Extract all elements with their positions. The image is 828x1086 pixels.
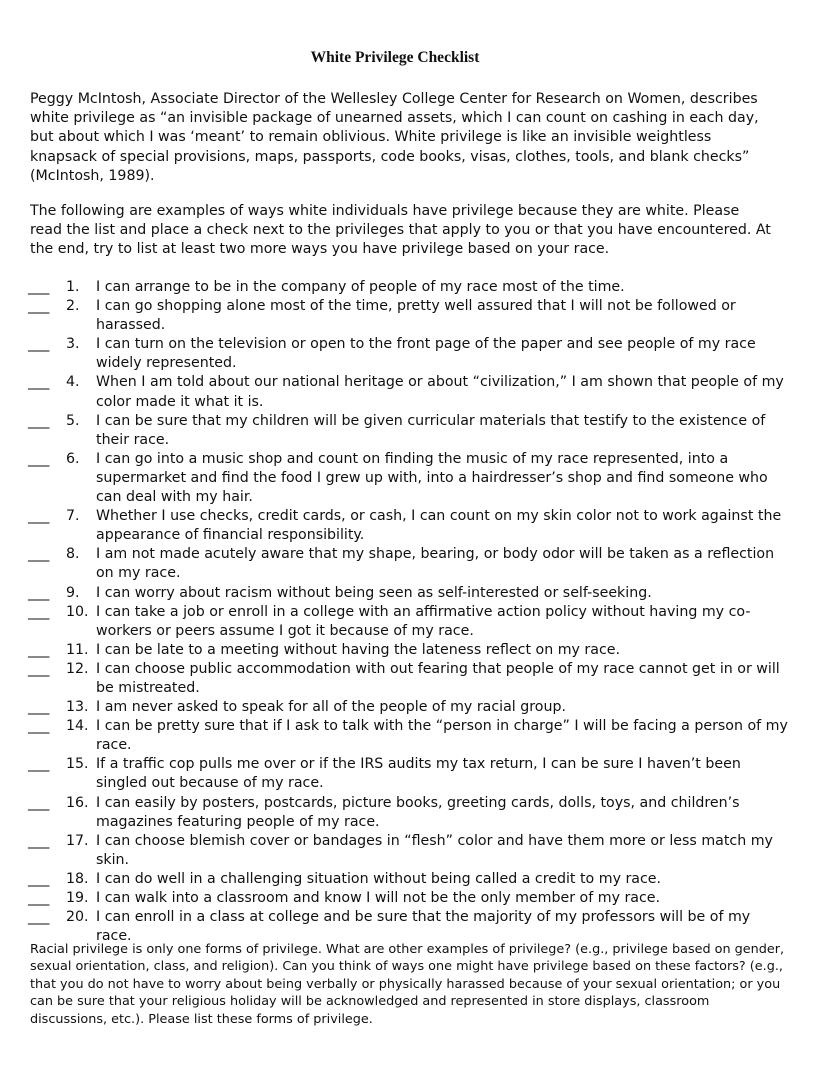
item-number: 3.	[66, 336, 80, 353]
item-number: 19.	[66, 890, 89, 906]
check-blank[interactable]: ___	[28, 870, 50, 887]
check-blank[interactable]: ___	[28, 794, 50, 811]
item-text: I can worry about racism without being seen as self-interested or self-seeking.	[96, 584, 652, 601]
check-blank[interactable]: ___	[28, 279, 50, 295]
checklist-item	[28, 641, 788, 660]
check-blank[interactable]: ___	[28, 584, 50, 601]
check-blank[interactable]: ___	[28, 603, 50, 620]
check-blank[interactable]: ___	[28, 374, 50, 391]
item-number: 16.	[66, 794, 89, 811]
item-text: Whether I use checks, credit cards, or cash, I can count on my skin color not to work against the appearance of financial responsibility.	[96, 508, 782, 544]
closing-paragraph: Racial privilege is only one forms of privilege. What are other examples of privilege? (e.g., privilege based on gender, sexual orientation, class, and religion). Can you think of ways one might have privilege based on these factors? (e.g., that you do not have to worry about being verbally or physically harassed because of your sexual orientation; or you can be sure that your religious holiday will be acknowledged and represented in store displays, classroom discussions, etc.). Please list these forms of privilege.	[30, 942, 785, 1027]
checklist-item	[28, 507, 788, 545]
item-text: I can go into a music shop and count on finding the music of my race represented, into a supermarket and find the food I grew up with, into a hairdresser’s shop and find someone who can deal with my hair.	[96, 450, 768, 506]
checklist-item	[28, 717, 788, 755]
document-title: White Privilege Checklist	[310, 49, 480, 66]
item-text: I can enroll in a class at college and be sure that the majority of my professors will be of my race.	[96, 909, 751, 945]
item-number: 15.	[66, 756, 89, 773]
check-blank[interactable]: ___	[28, 718, 50, 735]
check-blank[interactable]: ___	[28, 832, 50, 849]
check-blank[interactable]: ___	[28, 450, 50, 467]
checklist-item	[28, 832, 788, 870]
item-number: 6.	[66, 450, 80, 467]
check-blank[interactable]: ___	[28, 660, 50, 677]
item-number: 7.	[66, 508, 80, 525]
instructions-paragraph: The following are examples of ways white individuals have privilege because they are white. Please read the list and place a check next to the privileges that apply to you or that you have encountered. At the end, try to list at least two more ways you have privilege based on your race.	[30, 203, 771, 258]
item-text: I can be late to a meeting without having the lateness reflect on my race.	[96, 641, 620, 658]
checklist-item	[28, 698, 788, 717]
check-blank[interactable]: ___	[28, 508, 50, 525]
checklist-item	[28, 889, 788, 908]
checklist-item	[28, 412, 788, 450]
check-blank[interactable]: ___	[28, 909, 50, 926]
privilege-checklist	[28, 278, 788, 946]
checklist-item	[28, 335, 788, 373]
item-text: When I am told about our national heritage or about “civilization,” I am shown that people of my color made it what it is.	[96, 374, 784, 410]
item-number: 10.	[66, 603, 89, 620]
checklist-item	[28, 450, 788, 507]
item-number: 4.	[66, 374, 80, 391]
checklist-item	[28, 603, 788, 641]
item-number: 5.	[66, 412, 80, 429]
item-number: 9.	[66, 584, 80, 601]
check-blank[interactable]: ___	[28, 641, 50, 658]
checklist-item	[28, 373, 788, 411]
item-text: I can walk into a classroom and know I will not be the only member of my race.	[96, 890, 661, 906]
item-number: 11.	[66, 641, 89, 658]
item-text: I can be pretty sure that if I ask to talk with the “person in charge” I will be facing a person of my race.	[96, 718, 788, 754]
item-number: 8.	[66, 546, 80, 563]
intro-paragraph: Peggy McIntosh, Associate Director of the Wellesley College Center for Research on Women, describes white privilege as “an invisible package of unearned assets, which I can count on cashing in each day, but about which I was ‘meant’ to remain oblivious. White privilege is like an invisible weightless knapsack of special provisions, maps, passports, code books, visas, clothes, tools, and blank checks” (McIntosh, 1989).	[30, 91, 759, 184]
item-text: I can take a job or enroll in a college with an affirmative action policy without having my co-workers or peers assume I got it because of my race.	[96, 603, 751, 639]
item-text: I can be sure that my children will be given curricular materials that testify to the existence of their race.	[96, 412, 766, 448]
item-text: I can go shopping alone most of the time, pretty well assured that I will not be followed or harassed.	[96, 298, 736, 334]
item-text: If a traffic cop pulls me over or if the IRS audits my tax return, I can be sure I haven’t been singled out because of my race.	[96, 756, 741, 792]
item-number: 13.	[66, 699, 89, 716]
check-blank[interactable]: ___	[28, 546, 50, 563]
check-blank[interactable]: ___	[28, 699, 50, 716]
item-number: 12.	[66, 660, 89, 677]
check-blank[interactable]: ___	[28, 336, 50, 353]
item-text: I can easily by posters, postcards, picture books, greeting cards, dolls, toys, and children’s magazines featuring people of my race.	[96, 794, 740, 830]
checklist-item	[28, 660, 788, 698]
item-text: I can arrange to be in the company of people of my race most of the time.	[96, 279, 625, 295]
check-blank[interactable]: ___	[28, 412, 50, 429]
checklist-item	[28, 584, 788, 603]
item-text: I can choose blemish cover or bandages in “flesh” color and have them more or less match my skin.	[96, 832, 773, 868]
checklist-item	[28, 870, 788, 889]
item-text: I am not made acutely aware that my shape, bearing, or body odor will be taken as a reflection on my race.	[96, 546, 775, 582]
item-number: 20.	[66, 909, 89, 926]
checklist-item	[28, 755, 788, 793]
item-number: 1.	[66, 279, 80, 295]
item-text: I can choose public accommodation with out fearing that people of my race cannot get in or will be mistreated.	[96, 660, 780, 696]
item-number: 14.	[66, 718, 89, 735]
checklist-item	[28, 278, 788, 297]
check-blank[interactable]: ___	[28, 756, 50, 773]
checklist-item	[28, 545, 788, 583]
item-number: 18.	[66, 870, 89, 887]
item-text: I can turn on the television or open to the front page of the paper and see people of my race widely represented.	[96, 336, 756, 372]
checklist-item	[28, 794, 788, 832]
check-blank[interactable]: ___	[28, 890, 50, 906]
item-number: 2.	[66, 298, 80, 315]
item-text: I can do well in a challenging situation without being called a credit to my race.	[96, 870, 662, 887]
item-number: 17.	[66, 832, 89, 849]
check-blank[interactable]: ___	[28, 298, 50, 315]
item-text: I am never asked to speak for all of the people of my racial group.	[96, 699, 566, 716]
checklist-item	[28, 297, 788, 335]
